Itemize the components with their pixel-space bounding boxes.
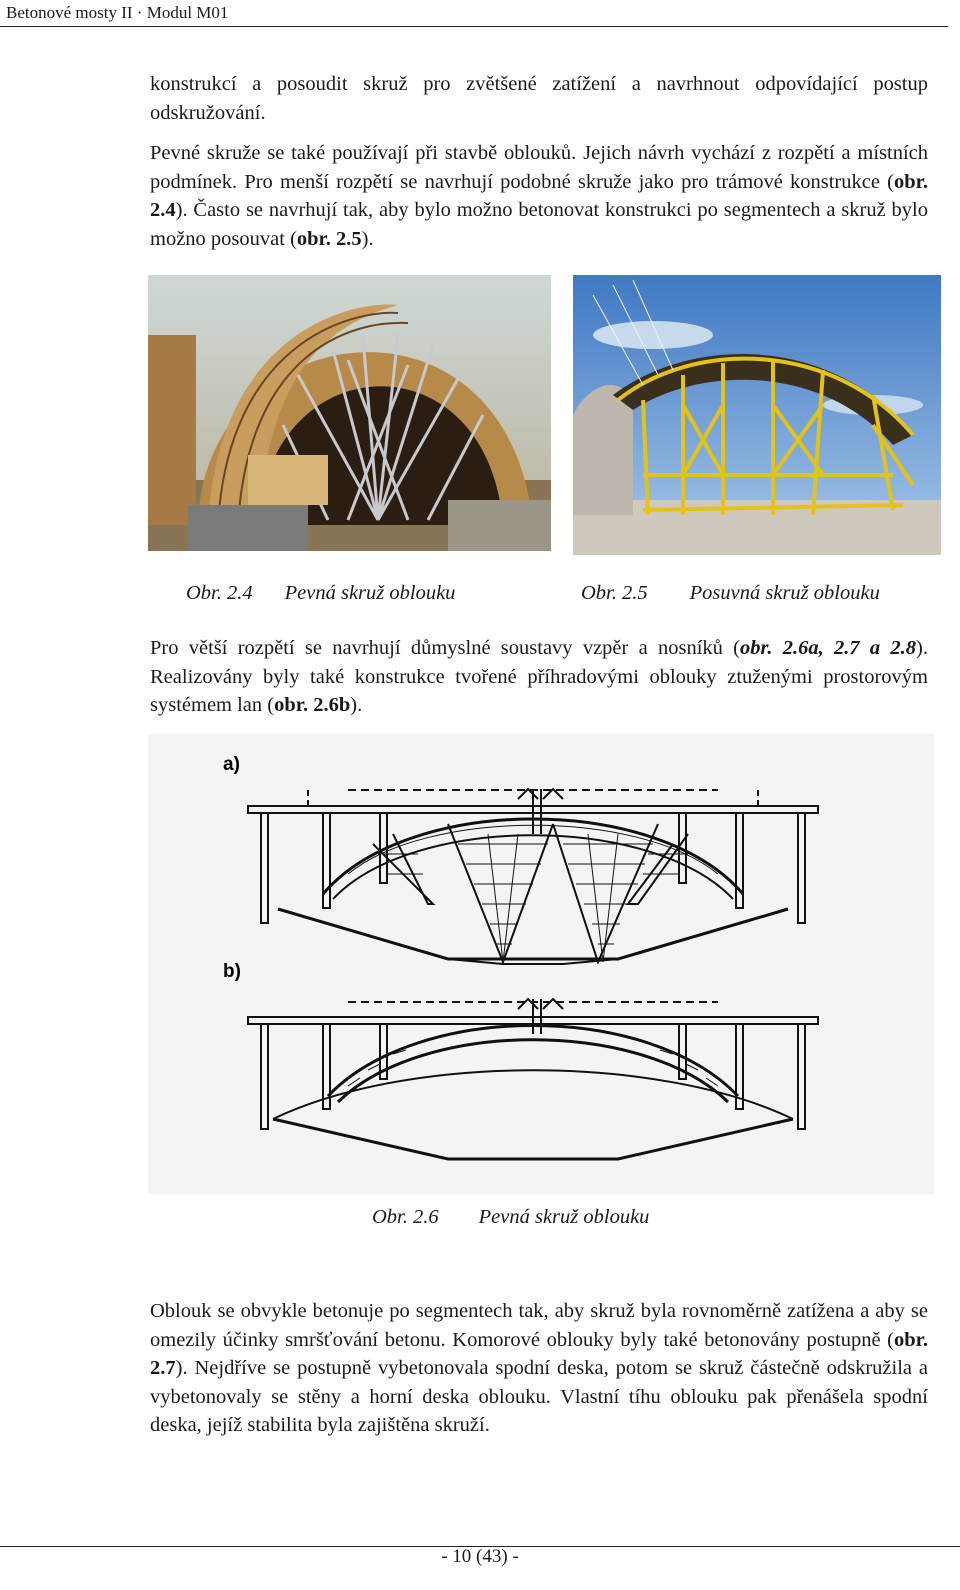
paragraph-4-text-b: ). Nejdříve se postupně vybetonovala spodní deska, potom se skruž částečně odskružila a vybetonovaly se stěny a horní deska oblouku. Vlastní tíhu oblouku pak přenášela spodní deska, jejíž stabilita byla zajištěna skruží. bbox=[150, 1357, 928, 1436]
caption-text: Posuvná skruž oblouku bbox=[689, 582, 880, 604]
figure-2-4-caption bbox=[186, 582, 455, 605]
paragraph-3-text-c: ). bbox=[350, 694, 363, 716]
figure-reference: obr. 2.6a, 2.7 a 2.8 bbox=[740, 637, 917, 659]
figure-reference: obr. 2.4 bbox=[150, 170, 928, 221]
header-title: Betonové mosty II · Modul M01 bbox=[6, 3, 229, 22]
caption-text: Pevná skruž oblouku bbox=[478, 1206, 650, 1228]
photo-fixed-arch-falsework bbox=[148, 275, 551, 551]
page-number: - 10 (43) - bbox=[441, 1546, 519, 1567]
figure-2-6-caption bbox=[372, 1206, 649, 1229]
paragraph-2-text-a: Pevné skruže se také používají při stavbě oblouků. Jejich návrh vychází z rozpětí a místních podmínek. Pro menší rozpětí se navrhují podobné skruže jako pro trámové konstrukce ( bbox=[150, 142, 928, 193]
page-header bbox=[0, 0, 948, 27]
figure-2-6-diagram bbox=[148, 734, 934, 1194]
photo-movable-arch-falsework bbox=[573, 275, 941, 555]
paragraph-4-text-a: Oblouk se obvykle betonuje po segmentech tak, aby skruž byla rovnoměrně zatížena a aby se omezily účinky smršťování betonu. Komorové oblouky byly také betonovány postupně ( bbox=[150, 1300, 928, 1351]
caption-number: Obr. 2.4 bbox=[186, 582, 253, 604]
caption-number: Obr. 2.5 bbox=[581, 582, 648, 604]
paragraph-3-text-a: Pro větší rozpětí se navrhují důmyslné soustavy vzpěr a nosníků ( bbox=[150, 637, 740, 659]
figure-reference: obr. 2.5 bbox=[296, 227, 362, 250]
paragraph-2-text-c: ). bbox=[361, 227, 374, 250]
paragraph-4 bbox=[150, 1297, 928, 1440]
paragraph-3 bbox=[150, 634, 928, 720]
figure-reference: obr. 2.6b bbox=[274, 694, 351, 716]
figure-label-b: b) bbox=[223, 961, 241, 982]
caption-number: Obr. 2.6 bbox=[372, 1206, 439, 1228]
paragraph-3-text-b: ). Realizovány byly také konstrukce tvořené příhradovými oblouky ztuženými prostorovým systémem lan ( bbox=[150, 637, 928, 716]
paragraph-2-text-b: ). Často se navrhují tak, aby bylo možno betonovat konstrukci po segmentech a skruž bylo možno posouvat ( bbox=[150, 199, 928, 250]
figure-label-a: a) bbox=[223, 754, 240, 775]
paragraph-2 bbox=[150, 139, 928, 253]
figure-reference: obr. 2.7 bbox=[150, 1328, 928, 1379]
paragraph-1: konstrukcí a posoudit skruž pro zvětšené zatížení a navrhnout odpovídající postup odskružování. bbox=[150, 73, 928, 124]
caption-text: Pevná skruž oblouku bbox=[284, 582, 456, 604]
figure-2-5-caption bbox=[581, 582, 880, 605]
